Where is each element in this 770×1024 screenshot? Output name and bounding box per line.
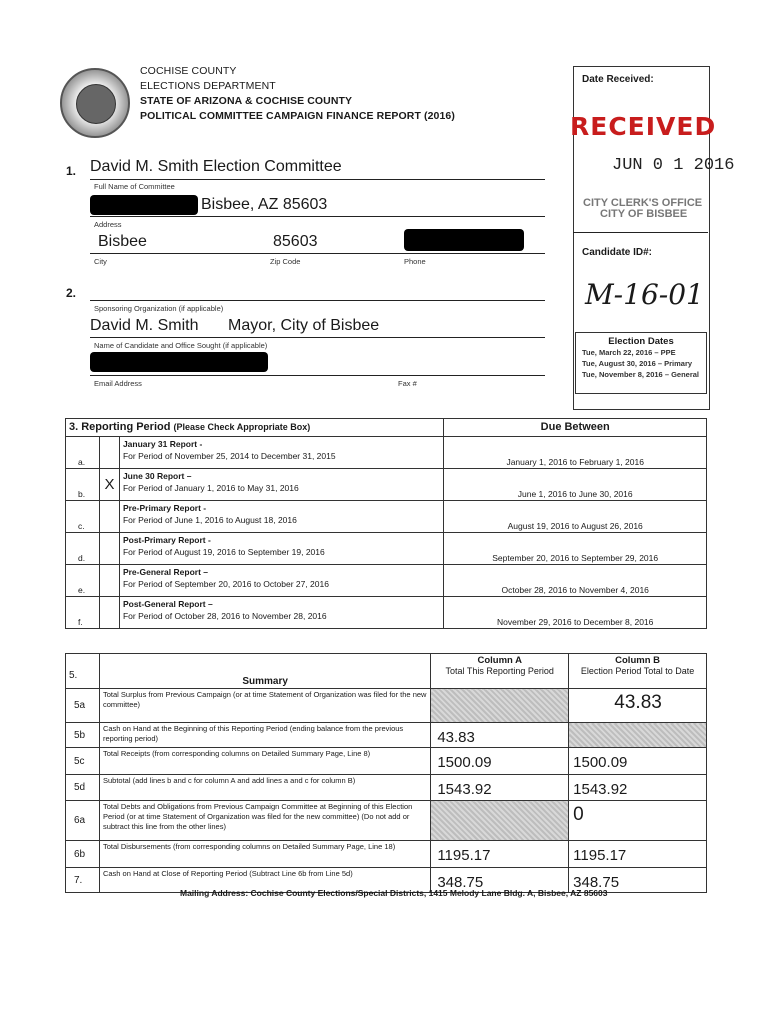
- summary-row: [66, 841, 707, 868]
- column-a-value[interactable]: [431, 801, 569, 841]
- header-line-3: STATE OF ARIZONA & COCHISE COUNTY: [140, 95, 353, 107]
- header-line-4: POLITICAL COMMITTEE CAMPAIGN FINANCE REPORT (2016): [140, 110, 455, 122]
- summary-table: [65, 653, 707, 893]
- election-date-primary: Tue, August 30, 2016 – Primary: [582, 359, 693, 368]
- period-letter: d.: [66, 533, 100, 565]
- redacted-phone: [404, 229, 524, 251]
- period-due-dates: June 1, 2016 to June 30, 2016: [444, 469, 707, 501]
- zip-value[interactable]: 85603: [273, 233, 318, 250]
- period-report-name: Pre-Primary Report -: [122, 503, 207, 513]
- election-date-ppe: Tue, March 22, 2016 – PPE: [582, 348, 676, 357]
- period-range: For Period of August 19, 2016 to September 19, 2016: [122, 547, 325, 557]
- committee-name[interactable]: David M. Smith Election Committee: [90, 158, 342, 175]
- candidate-name-value[interactable]: David M. Smith: [90, 317, 199, 334]
- reporting-period-row: [66, 437, 707, 469]
- summary-header: Summary: [99, 654, 430, 689]
- column-b-title: Column B: [615, 655, 660, 666]
- summary-line-number: 5c: [66, 748, 100, 775]
- sponsor-label: Sponsoring Organization (if applicable): [94, 304, 224, 313]
- period-checkbox[interactable]: [99, 437, 119, 469]
- column-b-value[interactable]: 348.75: [569, 868, 707, 893]
- mailing-address: Mailing Address: Cochise County Elections/Special Districts, 1415 Melody Lane Bldg. A, Bisbee, AZ 85603: [180, 888, 608, 898]
- period-range: For Period of June 1, 2016 to August 18, 2016: [122, 515, 297, 525]
- column-a-value[interactable]: 1195.17: [431, 841, 569, 868]
- period-due-dates: January 1, 2016 to February 1, 2016: [444, 437, 707, 469]
- summary-line-number: 6b: [66, 841, 100, 868]
- column-b-value[interactable]: 43.83: [569, 689, 707, 723]
- period-checkbox[interactable]: [99, 533, 119, 565]
- period-letter: f.: [66, 597, 100, 629]
- election-dates-box: [575, 332, 707, 394]
- period-letter: e.: [66, 565, 100, 597]
- reporting-period-note: (Please Check Appropriate Box): [173, 422, 311, 432]
- address-label: Address: [94, 220, 122, 229]
- column-a-title: Column A: [477, 655, 522, 666]
- city-label: City: [94, 257, 107, 266]
- column-b-value[interactable]: 1500.09: [569, 748, 707, 775]
- period-checkbox[interactable]: X: [99, 469, 119, 501]
- summary-line-number: 6a: [66, 801, 100, 841]
- period-range: For Period of January 1, 2016 to May 31, 2016: [122, 483, 299, 493]
- period-report-name: Pre-General Report –: [122, 567, 208, 577]
- period-checkbox[interactable]: [99, 565, 119, 597]
- zip-label: Zip Code: [270, 257, 301, 266]
- period-range: For Period of September 20, 2016 to October 27, 2016: [122, 579, 329, 589]
- reporting-period-row: [66, 597, 707, 629]
- election-dates-title: Election Dates: [608, 336, 674, 347]
- summary-row: [66, 689, 707, 723]
- email-label: Email Address: [94, 379, 142, 388]
- summary-line-description: Total Surplus from Previous Campaign (or at time Statement of Organization was filed for the new committee): [99, 689, 430, 723]
- period-letter: b.: [66, 469, 100, 501]
- stamp-office-1: CITY CLERK'S OFFICE: [583, 197, 703, 209]
- stamp-office-2: CITY OF BISBEE: [600, 208, 688, 220]
- stamp-date: JUN 0 1 2016: [612, 156, 735, 175]
- period-letter: a.: [66, 437, 100, 469]
- period-checkbox[interactable]: [99, 501, 119, 533]
- fax-label: Fax #: [398, 379, 417, 388]
- due-between-header: Due Between: [444, 419, 707, 437]
- column-a-value[interactable]: 1543.92: [431, 775, 569, 801]
- column-a-value[interactable]: [431, 689, 569, 723]
- summary-line-number: 7.: [66, 868, 100, 893]
- redacted-email: [90, 352, 268, 372]
- section-2-number: 2.: [66, 286, 77, 300]
- period-due-dates: September 20, 2016 to September 29, 2016: [444, 533, 707, 565]
- period-due-dates: October 28, 2016 to November 4, 2016: [444, 565, 707, 597]
- column-a-value[interactable]: 43.83: [431, 723, 569, 748]
- phone-label: Phone: [404, 257, 426, 266]
- header-line-2: ELECTIONS DEPARTMENT: [140, 80, 276, 92]
- summary-line-description: Subtotal (add lines b and c for column A and add lines a and c for column B): [99, 775, 430, 801]
- summary-line-description: Cash on Hand at Close of Reporting Period (Subtract Line 6b from Line 5d): [99, 868, 430, 893]
- section-1-number: 1.: [66, 164, 77, 178]
- summary-line-description: Cash on Hand at the Beginning of this Reporting Period (ending balance from the previous reporting period): [99, 723, 430, 748]
- candidate-id-label: Candidate ID#:: [582, 247, 653, 258]
- received-stamp: RECEIVED: [570, 112, 717, 141]
- summary-row: [66, 801, 707, 841]
- candidate-id-handwritten: M-16-01: [585, 278, 704, 311]
- address-value[interactable]: Bisbee, AZ 85603: [201, 196, 328, 213]
- period-due-dates: November 29, 2016 to December 8, 2016: [444, 597, 707, 629]
- reporting-period-row: [66, 469, 707, 501]
- column-a-subtitle: Total This Reporting Period: [445, 666, 554, 676]
- summary-row: [66, 775, 707, 801]
- redacted-address: [90, 195, 198, 215]
- column-a-value[interactable]: 348.75: [431, 868, 569, 893]
- date-received-label: Date Received:: [582, 74, 654, 85]
- reporting-period-row: [66, 533, 707, 565]
- candidate-office-label: Name of Candidate and Office Sought (if applicable): [94, 341, 268, 350]
- summary-line-number: 5b: [66, 723, 100, 748]
- summary-line-description: Total Receipts (from corresponding columns on Detailed Summary Page, Line 8): [99, 748, 430, 775]
- reporting-period-row: [66, 501, 707, 533]
- period-report-name: Post-General Report –: [122, 599, 213, 609]
- election-date-general: Tue, November 8, 2016 – General: [582, 370, 700, 379]
- period-range: For Period of November 25, 2014 to December 31, 2015: [122, 451, 336, 461]
- column-b-value[interactable]: 0: [569, 801, 707, 841]
- period-report-name: January 31 Report -: [122, 439, 203, 449]
- period-checkbox[interactable]: [99, 597, 119, 629]
- column-b-value[interactable]: [569, 723, 707, 748]
- reporting-period-table: [65, 418, 707, 629]
- period-letter: c.: [66, 501, 100, 533]
- summary-num-header: 5.: [66, 654, 100, 689]
- period-report-name: June 30 Report –: [122, 471, 192, 481]
- summary-line-number: 5d: [66, 775, 100, 801]
- summary-row: [66, 723, 707, 748]
- summary-line-description: Total Debts and Obligations from Previous Campaign Committee at Beginning of this Election Period (or at time Statement of Organization was filed for the new committee) (Do not add or subtract this line from the other lines): [99, 801, 430, 841]
- column-b-value[interactable]: 1543.92: [569, 775, 707, 801]
- period-range: For Period of October 28, 2016 to November 28, 2016: [122, 611, 327, 621]
- header-line-1: COCHISE COUNTY: [140, 65, 237, 77]
- reporting-period-title: 3. Reporting Period: [69, 421, 171, 433]
- form-header: [140, 64, 455, 124]
- period-due-dates: August 19, 2016 to August 26, 2016: [444, 501, 707, 533]
- reporting-period-row: [66, 565, 707, 597]
- column-b-subtitle: Election Period Total to Date: [580, 666, 695, 676]
- column-b-value[interactable]: 1195.17: [569, 841, 707, 868]
- county-seal: [60, 68, 130, 138]
- column-a-value[interactable]: 1500.09: [431, 748, 569, 775]
- summary-line-number: 5a: [66, 689, 100, 723]
- period-report-name: Post-Primary Report -: [122, 535, 211, 545]
- committee-name-label: Full Name of Committee: [94, 182, 175, 191]
- city-value[interactable]: Bisbee: [98, 233, 147, 250]
- summary-line-description: Total Disbursements (from corresponding columns on Detailed Summary Page, Line 18): [99, 841, 430, 868]
- office-sought-value[interactable]: Mayor, City of Bisbee: [228, 317, 380, 334]
- summary-row: [66, 748, 707, 775]
